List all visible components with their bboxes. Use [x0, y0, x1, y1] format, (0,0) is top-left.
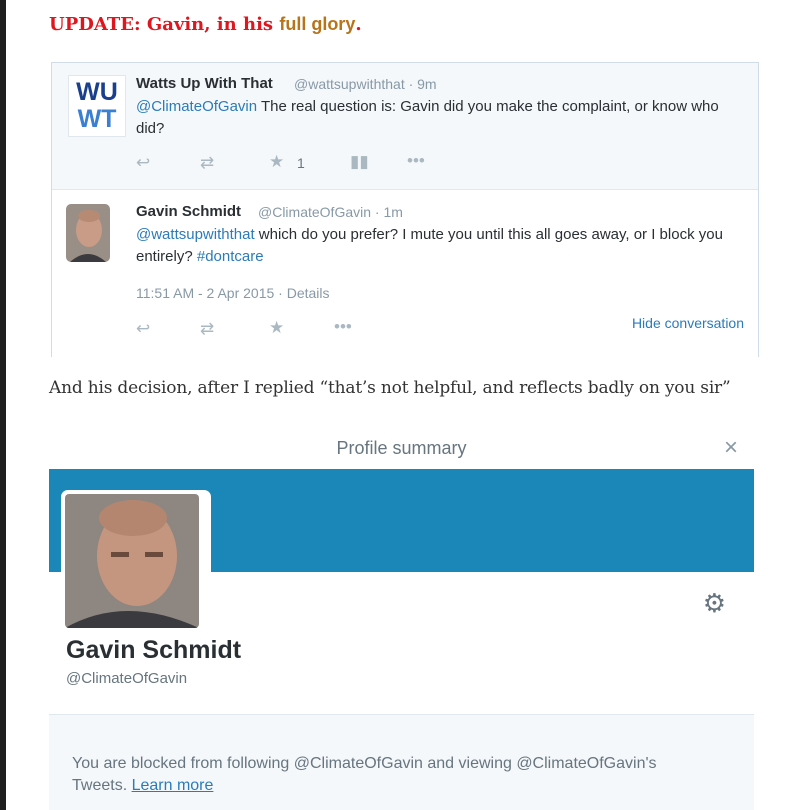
stats-icon[interactable]: ▮▮ — [350, 152, 369, 171]
wuwt-avatar[interactable]: WU WT — [68, 75, 126, 137]
profile-handle: @ClimateOfGavin — [66, 670, 188, 687]
tweet2-timestamp[interactable]: 11:51 AM - 2 Apr 2015 — [136, 285, 275, 301]
body-paragraph: And his decision, after I replied “that’s not helpful, and reflects badly on you sir” — [49, 378, 731, 398]
dialog-title: Profile summary — [336, 438, 467, 458]
profile-avatar[interactable] — [61, 490, 211, 640]
hide-conversation-link[interactable]: Hide conversation — [631, 315, 744, 331]
hashtag-link[interactable]: #dontcare — [196, 248, 264, 265]
more-icon[interactable]: ••• — [334, 317, 352, 336]
reply-icon[interactable]: ↩ — [136, 153, 151, 172]
tweet1-author-name[interactable]: Watts Up With That — [136, 75, 273, 92]
details-link[interactable]: · Details — [278, 285, 330, 301]
gear-icon[interactable]: ⚙ — [702, 588, 726, 618]
tweet2-author-name[interactable]: Gavin Schmidt — [136, 203, 242, 220]
tweet1-handle[interactable]: @wattsupwiththat · 9m — [294, 76, 437, 92]
favorite-count: 1 — [297, 155, 305, 171]
gavin-avatar-small[interactable] — [66, 204, 110, 262]
retweet-icon[interactable]: ⇄ — [200, 153, 215, 172]
blocked-text: You are blocked from following @ClimateOfGavin and viewing @ClimateOfGavin's Tweets. Learn more — [72, 755, 657, 794]
learn-more-link[interactable]: Learn more — [131, 777, 214, 794]
tweet2-meta — [136, 285, 330, 301]
more-icon[interactable]: ••• — [407, 151, 425, 170]
blocked-notice — [49, 715, 754, 810]
left-edge-bar — [0, 0, 6, 810]
tweet2-handle[interactable]: @ClimateOfGavin · 1m — [258, 204, 403, 220]
tweet2-mention[interactable]: @wattsupwiththat — [136, 226, 255, 243]
tweet2-text: @wattsupwiththat which do you prefer? I mute you until this all goes away, or I block you entirely? #dontcare — [136, 226, 723, 265]
close-icon[interactable]: × — [723, 434, 738, 461]
tweet1-mention[interactable]: @ClimateOfGavin — [136, 98, 258, 115]
retweet-icon[interactable]: ⇄ — [200, 319, 215, 338]
reply-icon[interactable]: ↩ — [136, 319, 151, 338]
tweet1-text: @ClimateOfGavin The real question is: Gavin did you make the complaint, or know who did? — [136, 98, 719, 137]
profile-summary-dialog — [49, 430, 754, 810]
favorite-icon[interactable]: ★ — [269, 318, 285, 337]
update-heading: UPDATE: Gavin, in his full glory. — [49, 14, 362, 35]
profile-name: Gavin Schmidt — [66, 636, 242, 664]
favorite-icon[interactable]: ★ — [269, 152, 285, 171]
tweet-conversation — [51, 62, 759, 357]
tweet-watts — [52, 63, 758, 190]
